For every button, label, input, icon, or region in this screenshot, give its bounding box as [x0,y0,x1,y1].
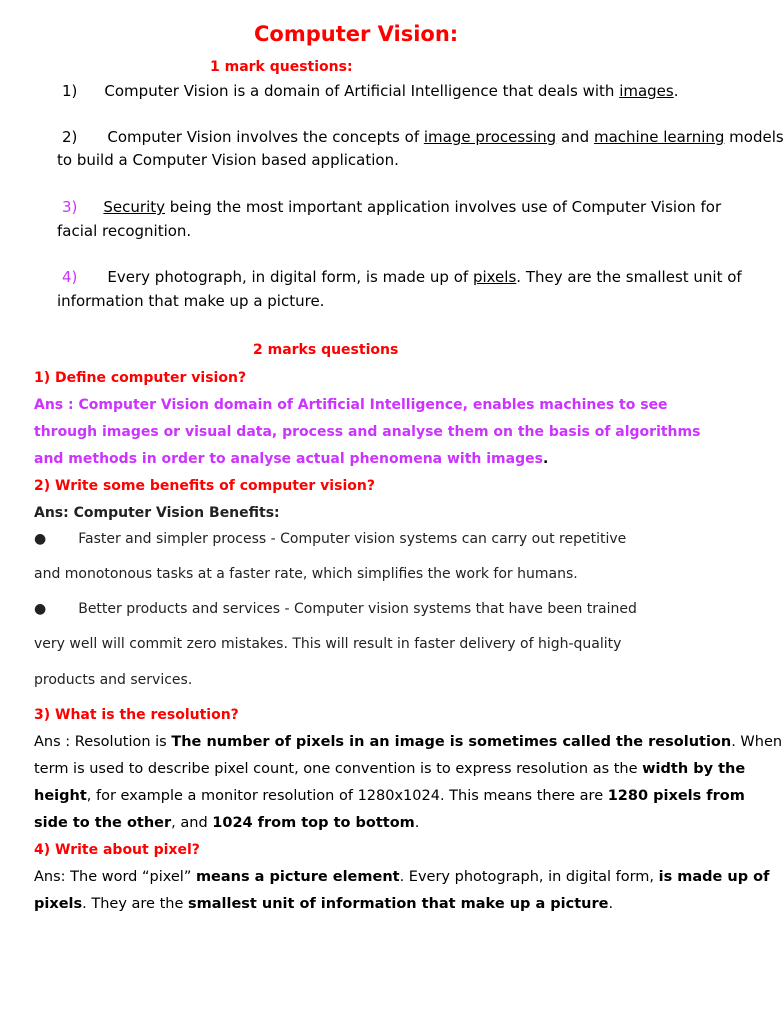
benefit-2-line3: products and services. [34,672,193,688]
section-heading-one-mark: 1 mark questions: [210,59,353,75]
one-mark-q1 [62,82,679,100]
two-mark-q4-line1 [34,869,769,885]
answer-text: . Every photograph, in digital form, [399,869,659,885]
two-mark-q3-line1 [34,734,782,750]
answer-bold: smallest unit of information that make up a picture [187,896,609,912]
answer-bold: The number of pixels in an image is sometimes called the resolution [171,734,732,750]
one-mark-q2-line2: to build a Computer Vision based application. [57,151,399,169]
answer-bold: pixels [34,896,83,912]
answer-text: term is used to describe pixel count, one convention is to express resolution as the [34,761,643,777]
two-mark-q1-answer-line1: Ans : Computer Vision domain of Artificial Intelligence, enables machines to see [34,397,668,413]
two-mark-q4-line2 [34,896,613,912]
two-mark-q3-line3 [34,788,745,804]
benefit-1-line1 [34,531,626,547]
one-mark-q4-line2: information that make up a picture. [57,292,325,310]
answer-text: , for example a monitor resolution of 1280x1024. This means there are [86,788,608,804]
underlined-term: image processing [423,128,557,146]
answer-text: Ans : Resolution is [34,734,172,750]
q-text: Computer Vision involves the concepts of [107,128,424,146]
answer-bold: side to the other [34,815,172,831]
answer-bold: height [34,788,87,804]
q-text-end: models [724,128,784,146]
section-heading-two-marks: 2 marks questions [253,342,399,358]
q-number: 2) [62,128,78,146]
one-mark-q3-line1 [62,198,721,216]
benefit-text: Faster and simpler process - Computer vision systems can carry out repetitive [78,531,627,547]
answer-text: and methods in order to analyse actual phenomena with images [34,451,543,467]
answer-text: , and [171,815,213,831]
answer-bold: 1280 pixels from [607,788,745,804]
q-number: 3) [62,198,78,216]
q-text: Computer Vision is a domain of Artificial Intelligence that deals with [104,82,620,100]
two-mark-q3-line4 [34,815,419,831]
one-mark-q4-line1 [62,268,742,286]
answer-text: . When [731,734,783,750]
underlined-term: machine learning [593,128,725,146]
q-text: being the most important application involves use of Computer Vision for [165,198,722,216]
benefit-2-line1 [34,601,637,617]
two-mark-q3-question: 3) What is the resolution? [34,707,239,723]
answer-bold: means a picture element [195,869,400,885]
q-number: 1) [62,82,78,100]
q-text-end: . [673,82,679,100]
answer-text: . [608,896,614,912]
benefit-text: Better products and services - Computer vision systems that have been trained [78,601,637,617]
answer-text: . [414,815,420,831]
answer-text: Ans: The word “pixel” [34,869,196,885]
answer-bold: is made up of [658,869,770,885]
two-mark-q1-question: 1) Define computer vision? [34,370,247,386]
underlined-term: pixels [472,268,517,286]
bullet-icon: ● [34,601,47,617]
q-text: Every photograph, in digital form, is made up of [107,268,473,286]
q-number: 4) [62,268,78,286]
bullet-icon: ● [34,531,47,547]
two-mark-q3-line2 [34,761,745,777]
two-mark-q4-question: 4) Write about pixel? [34,842,200,858]
answer-end: . [542,451,549,467]
answer-text: . They are the [82,896,188,912]
q-text-end: . They are the smallest unit of [516,268,742,286]
underlined-term: Security [103,198,166,216]
underlined-term: images [619,82,674,100]
q-text-mid: and [556,128,594,146]
page-title: Computer Vision: [254,22,459,46]
two-mark-q1-answer-line2: through images or visual data, process and analyse them on the basis of algorithms [34,424,701,440]
benefit-2-line2: very well will commit zero mistakes. This will result in faster delivery of high-quality [34,636,622,652]
benefit-1-line2: and monotonous tasks at a faster rate, which simplifies the work for humans. [34,566,578,582]
one-mark-q2-line1 [62,128,784,146]
answer-bold: width by the [642,761,746,777]
one-mark-q3-line2: facial recognition. [57,222,192,240]
two-mark-q2-answer-head: Ans: Computer Vision Benefits: [34,505,280,521]
two-mark-q2-question: 2) Write some benefits of computer vision? [34,478,375,494]
two-mark-q1-answer-line3 [34,451,548,467]
answer-bold: 1024 from top to bottom [212,815,415,831]
